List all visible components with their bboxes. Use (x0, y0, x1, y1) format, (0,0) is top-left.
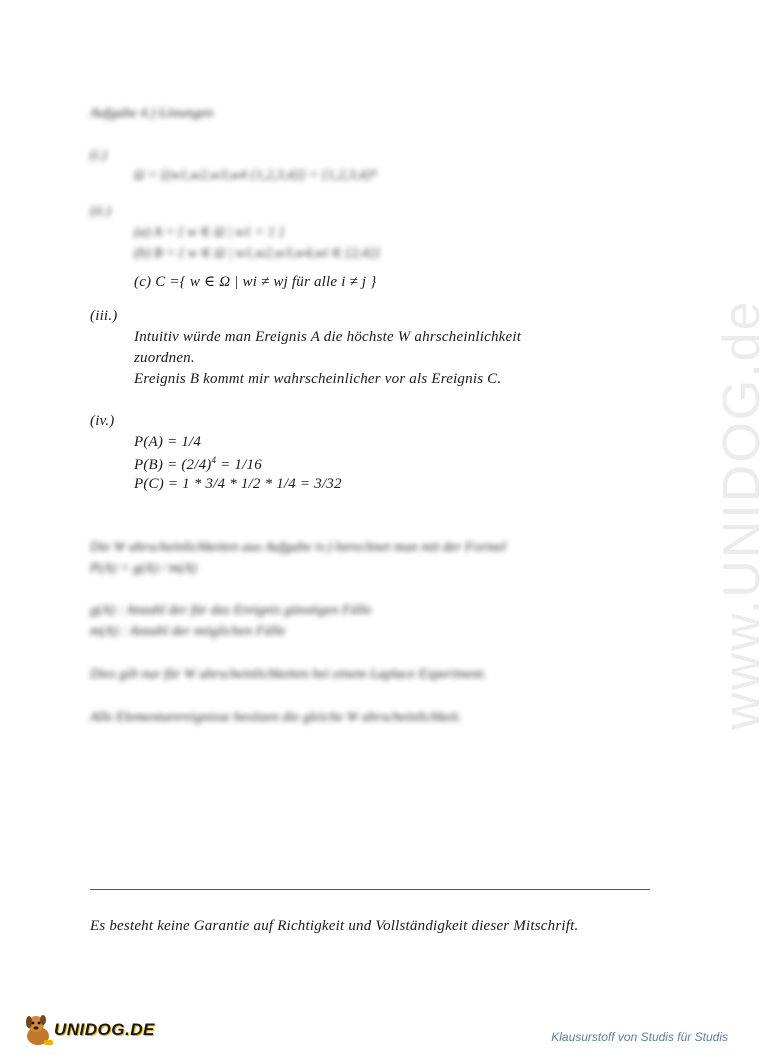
divider (90, 889, 650, 890)
part-iii-label: (iii.) (90, 308, 118, 324)
probability-a: P(A) = 1/4 (134, 434, 202, 450)
part-iv-label: (iv.) (90, 413, 115, 429)
explanation-line-3: g(A) : Anzahl der für das Ereignis günstigen Fälle (90, 603, 372, 618)
part-ii-a: (a) A = { w ∈ Ω | w1 = 1 } (134, 225, 284, 240)
probability-b: $P(B) = (2/4)^4 = 1/16$ (134, 455, 262, 473)
explanation-line-4: m(A) : Anzahl der möglichen Fälle (90, 624, 286, 639)
disclaimer: Es besteht keine Garantie auf Richtigkeit und Vollständigkeit dieser Mitschrift. (90, 918, 579, 934)
part-ii-label: (ii.) (90, 204, 111, 219)
explanation-line-5: Dies gilt nur für W ahrscheinlichkeiten bei einem Laplace Experiment. (90, 667, 487, 682)
part-i-label: (i.) (90, 148, 107, 163)
part-iii-line1: Intuitiv würde man Ereignis A die höchste W ahrscheinlichkeit (134, 329, 522, 345)
probability-c: P(C) = 1 * 3/4 * 1/2 * 1/4 = 3/32 (134, 476, 342, 492)
footer-tagline: Klausurstoff von Studis für Studis (551, 1030, 728, 1044)
part-ii-c: (c) C ={ w ∈ Ω | wi ≠ wj für alle i ≠ j } (134, 274, 377, 290)
explanation-line-6: Alle Elementarereignisse besitzen die gleiche W ahrscheinlichkeit. (90, 710, 462, 725)
dog-icon (22, 1012, 56, 1048)
part-i-formula: Ω = {(w1,w2,w3,w4 {1,2,3,4}} = {1,2,3,4}⁴ (134, 168, 377, 183)
logo-text: UNIDOG.DE (54, 1020, 155, 1039)
explanation-line-1: Die W ahrscheinlichkeiten aus Aufgabe iv.) berechnet man mit der Formel (90, 540, 507, 555)
explanation-formula: P(A) = g(A) / m(A) (90, 561, 197, 576)
part-iii-line2: zuordnen. (134, 350, 195, 366)
heading: Aufgabe 4.) Lösungen (90, 106, 214, 121)
part-ii-b: (b) B = { w ∈ Ω | w1,w2,w3,w4,wi ∈ {2,4}} (134, 246, 380, 261)
watermark: www.UNIDOG.de (713, 299, 771, 730)
unidog-logo (22, 1012, 162, 1048)
part-iii-line3: Ereignis B kommt mir wahrscheinlicher vor als Ereignis C. (134, 371, 502, 387)
